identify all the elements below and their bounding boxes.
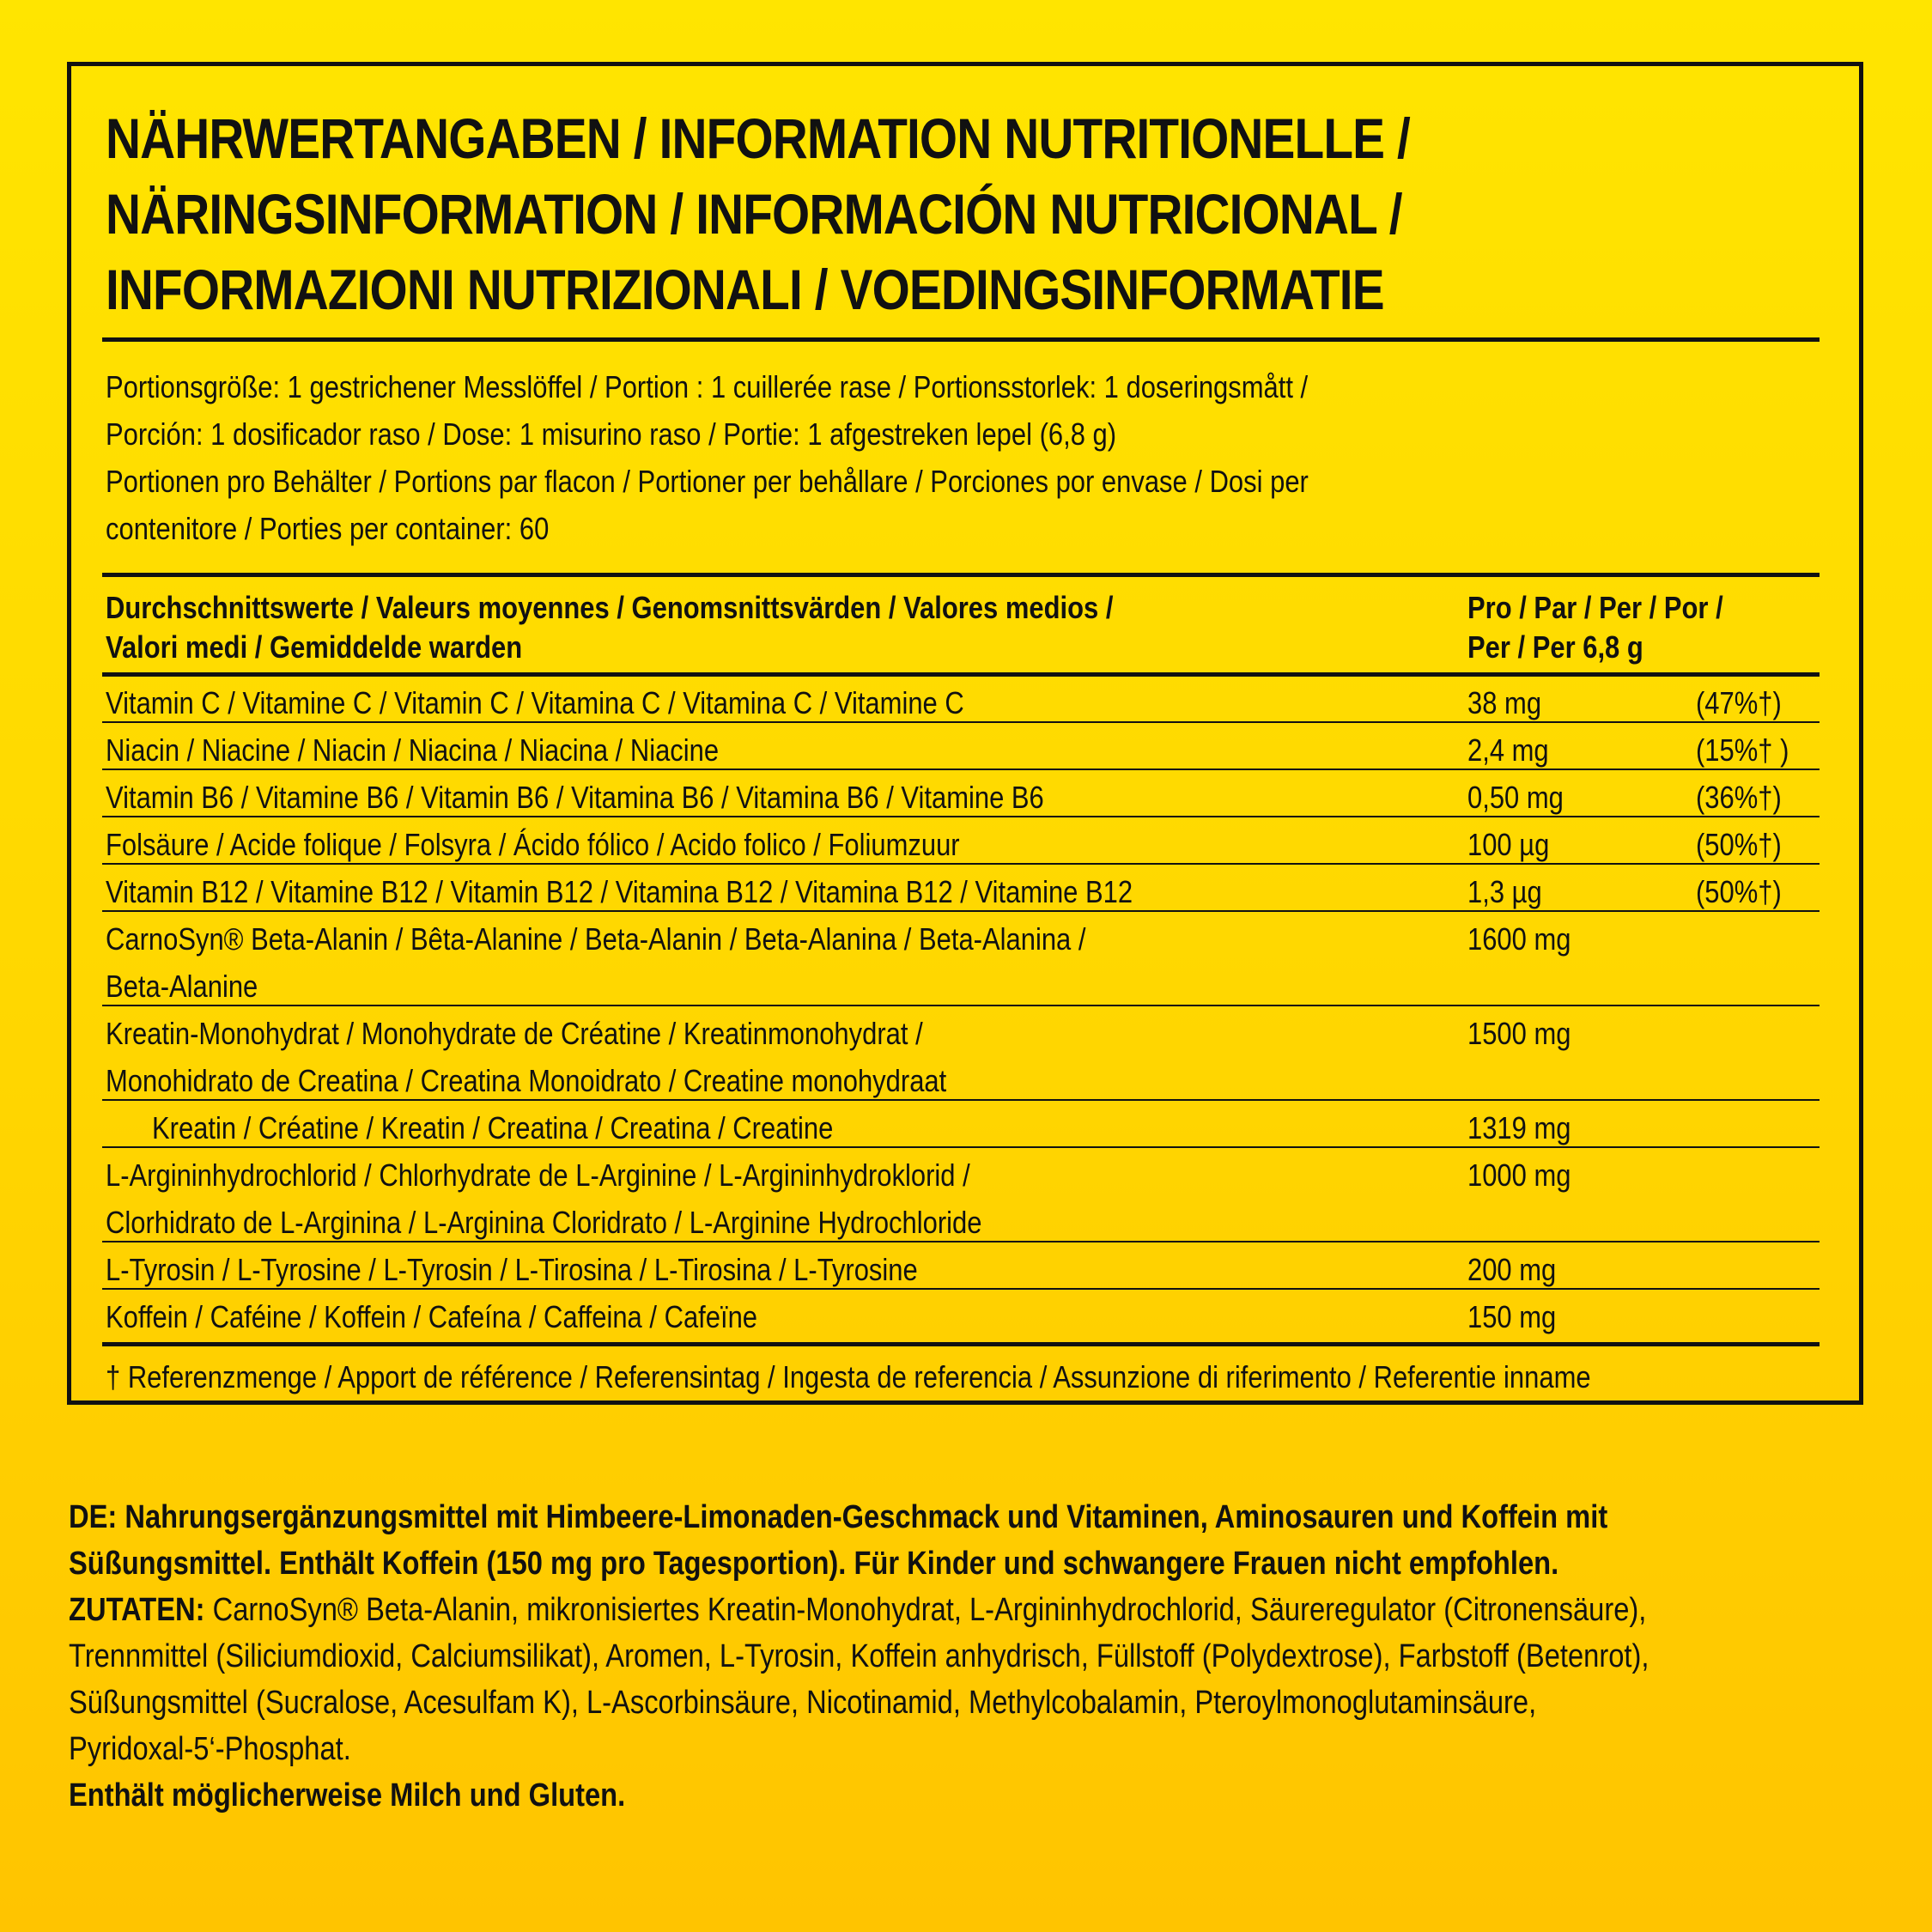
serving-line: Portionsgröße: 1 gestrichener Messlöffel / Portion : 1 cuillerée rase / Portionsstorlek: 1 doseringsmått / [106,369,1309,404]
nutrient-name [152,1104,833,1151]
nutrient-amount: 150 mg [1467,1299,1557,1334]
title-line: NÄRINGSINFORMATION / INFORMACIÓN NUTRICIONAL / [106,182,1402,246]
header-name-line: Valori medi / Gemiddelde warden [106,629,523,665]
description-line: DE: Nahrungsergänzungsmittel mit Himbeere-Limonaden-Geschmack und Vitaminen, Aminosauren und Koffein mit [69,1499,1608,1535]
nutrient-name-line: Clorhidrato de L-Arginina / L-Arginina Cloridrato / L-Arginine Hydrochloride [106,1205,982,1240]
nutrient-name-line: Folsäure / Acide folique / Folsyra / Ácido fólico / Acido folico / Foliumzuur [106,827,960,862]
ingredients-label: ZUTATEN: [69,1592,205,1628]
nutrient-reference-percent: (50%†) [1696,874,1782,909]
nutrient-amount: 1500 mg [1467,1016,1571,1051]
ingredients-line: Süßungsmittel (Sucralose, Acesulfam K), L-Ascorbinsäure, Nicotinamid, Methylcobalamin, Pteroylmonoglutaminsäure, [69,1685,1537,1721]
ingredients-text: CarnoSyn® Beta-Alanin, mikronisiertes Kreatin-Monohydrat, L-Argininhydrochlorid, Säureregulator (Citronensäure), [204,1592,1647,1628]
serving-line: Portionen pro Behälter / Portions par flacon / Portioner per behållare / Porciones por envase / Dosi per [106,464,1309,499]
table-row [106,1006,1823,1101]
description-line: Süßungsmittel. Enthält Koffein (150 mg pro Tagesportion). Für Kinder und schwangere Frauen nicht empfohlen. [69,1546,1559,1582]
nutrient-name-line: Niacin / Niacine / Niacin / Niacina / Niacina / Niacine [106,732,720,768]
table-row [106,676,1823,723]
serving-divider [102,573,1820,577]
nutrient-name-line: Monohidrato de Creatina / Creatina Monoidrato / Creatine monohydraat [106,1063,947,1098]
table-row [106,1242,1823,1290]
serving-line: Porción: 1 dosificador raso / Dose: 1 misurino raso / Portie: 1 afgestreken lepel (6,8 g) [106,416,1117,452]
nutrient-name-line: Kreatin-Monohydrat / Monohydrate de Créatine / Kreatinmonohydrat / [106,1016,923,1051]
nutrient-name [106,1010,946,1104]
nutrition-panel [67,62,1863,1405]
nutrient-amount: 1600 mg [1467,921,1571,957]
nutrient-reference-percent: (47%†) [1696,685,1782,720]
nutrient-amount: 0,50 mg [1467,780,1564,815]
ingredients-line: Pyridoxal-5‘-Phosphat. [69,1731,351,1767]
header-amount-column [1467,588,1723,667]
nutrient-name [106,726,719,774]
nutrient-reference-percent: (15%† ) [1696,732,1789,768]
nutrient-name-line: Kreatin / Créatine / Kreatin / Creatina / Creatina / Creatine [152,1110,834,1145]
nutrient-amount: 2,4 mg [1467,732,1549,768]
nutrient-name-line: Beta-Alanine [106,969,258,1004]
nutrient-amount: 1000 mg [1467,1157,1571,1193]
title-divider [102,337,1820,342]
nutrient-name [106,915,1085,1010]
nutrient-name-line: Vitamin B6 / Vitamine B6 / Vitamin B6 / Vitamina B6 / Vitamina B6 / Vitamine B6 [106,780,1044,815]
serving-info [106,363,1583,552]
nutrient-name-line: L-Tyrosin / L-Tyrosine / L-Tyrosin / L-Tirosina / L-Tirosina / L-Tyrosine [106,1252,918,1287]
nutrient-amount: 200 mg [1467,1252,1557,1287]
table-row [106,912,1823,1006]
nutrient-amount: 1,3 µg [1467,874,1542,909]
serving-line: contenitore / Porties per container: 60 [106,511,550,546]
nutrient-reference-percent: (36%†) [1696,780,1782,815]
nutrient-amount: 38 mg [1467,685,1542,720]
ingredients-line [69,1587,1841,1633]
table-row [106,817,1823,865]
title-line: INFORMAZIONI NUTRIZIONALI / VOEDINGSINFORMATIE [106,258,1384,321]
header-amount-line: Per / Per 6,8 g [1467,629,1643,665]
table-row [106,1148,1823,1242]
nutrient-name-line: L-Argininhydrochlorid / Chlorhydrate de L-Arginine / L-Argininhydroklorid / [106,1157,970,1193]
nutrient-name [106,821,960,868]
nutrient-amount: 1319 mg [1467,1110,1571,1145]
header-name-line: Durchschnittswerte / Valeurs moyennes / Genomsnittsvärden / Valores medios / [106,590,1114,625]
nutrient-name [106,868,1133,915]
table-header [106,581,1823,674]
nutrient-name-line: Vitamin B12 / Vitamine B12 / Vitamin B12 / Vitamina B12 / Vitamina B12 / Vitamine B12 [106,874,1133,909]
nutrient-name [106,1246,918,1293]
header-name-column [106,588,1113,667]
nutrient-name [106,774,1044,821]
reference-footnote: † Referenzmenge / Apport de référence / Referensintag / Ingesta de referencia / Assunzione di riferimento / Referentie inname [106,1359,1591,1394]
nutrient-name-line: CarnoSyn® Beta-Alanin / Bêta-Alanine / Beta-Alanin / Beta-Alanina / Beta-Alanina / [106,921,1086,957]
nutrient-reference-percent: (50%†) [1696,827,1782,862]
table-row [106,770,1823,817]
nutrient-amount: 100 µg [1467,827,1550,862]
table-bottom-divider [102,1342,1820,1346]
header-amount-line: Pro / Par / Per / Por / [1467,590,1723,625]
table-row [106,1101,1823,1148]
nutrient-name [106,1151,981,1246]
nutrient-name-line: Koffein / Caféine / Koffein / Cafeína / Caffeina / Cafeïne [106,1299,758,1334]
table-row [106,865,1823,912]
nutrition-title [106,100,1583,327]
nutrient-rows [106,676,1823,1337]
allergen-note: Enthält möglicherweise Milch und Gluten. [69,1777,626,1814]
product-description [69,1494,1841,1819]
nutrient-name [106,1293,757,1340]
ingredients-line: Trennmittel (Siliciumdioxid, Calciumsilikat), Aromen, L-Tyrosin, Koffein anhydrisch, Füllstoff (Polydextrose), Farbstoff (Betenrot), [69,1638,1649,1674]
nutrient-name [106,679,964,726]
table-row [106,723,1823,770]
nutrient-name-line: Vitamin C / Vitamine C / Vitamin C / Vitamina C / Vitamina C / Vitamine C [106,685,964,720]
title-line: NÄHRWERTANGABEN / INFORMATION NUTRITIONELLE / [106,106,1410,170]
table-row [106,1290,1823,1337]
